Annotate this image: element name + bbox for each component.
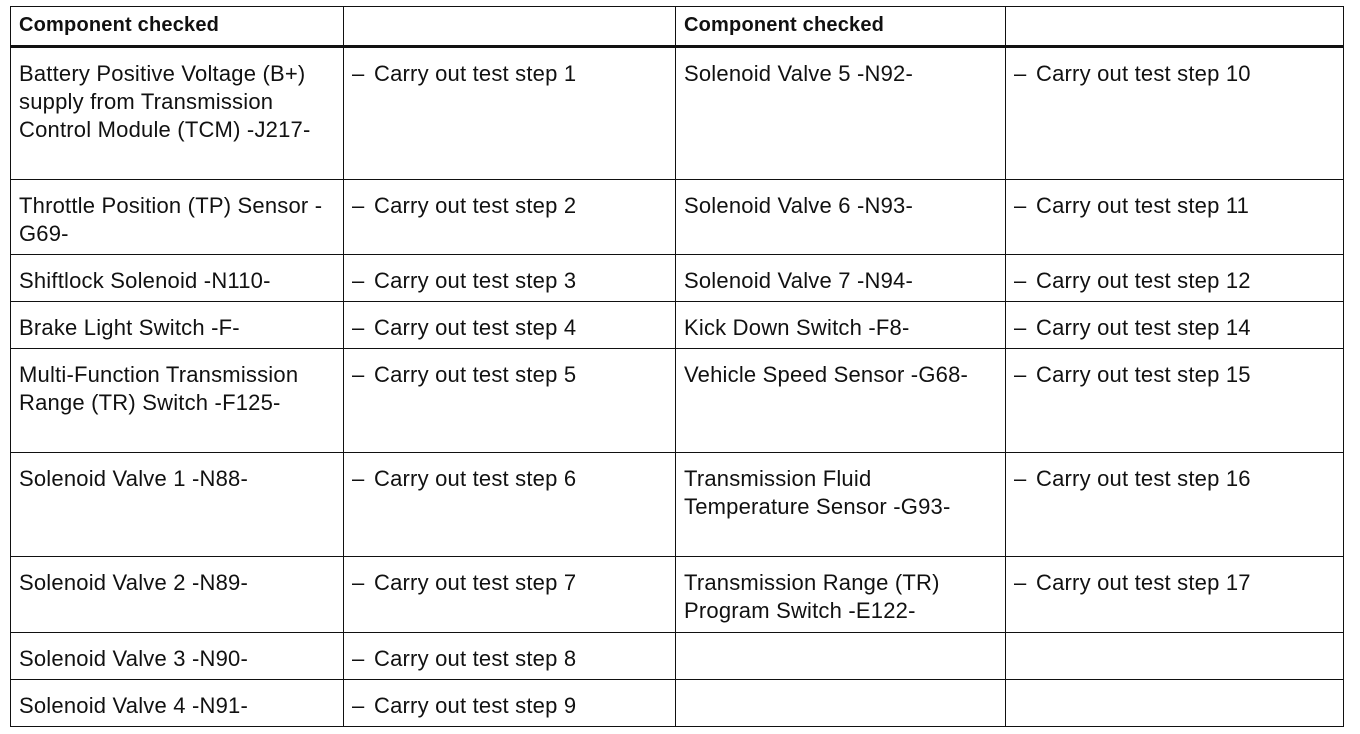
left-component-cell: Solenoid Valve 4 -N91- — [11, 680, 344, 727]
header-component-right: Component checked — [676, 7, 1006, 47]
step-label: Carry out test step 10 — [1036, 61, 1251, 86]
left-step-cell — [344, 349, 676, 453]
dash-mark: – — [352, 466, 365, 491]
left-step-cell — [344, 680, 676, 727]
dash-mark: – — [352, 193, 365, 218]
right-component-cell: Solenoid Valve 6 -N93- — [676, 180, 1006, 255]
dash-mark: – — [352, 61, 365, 86]
left-component-cell: Brake Light Switch -F- — [11, 302, 344, 349]
right-component-cell: Kick Down Switch -F8- — [676, 302, 1006, 349]
dash-mark: – — [352, 570, 365, 595]
step-label: Carry out test step 3 — [374, 268, 577, 293]
dash-mark: – — [352, 646, 365, 671]
left-component-cell: Battery Positive Voltage (B+) supply from Transmission Control Module (TCM) -J217- — [11, 47, 344, 180]
step-label: Carry out test step 5 — [374, 362, 577, 387]
left-step-cell — [344, 255, 676, 302]
right-step-cell — [1006, 680, 1344, 727]
table-row — [11, 180, 1344, 255]
step-label: Carry out test step 16 — [1036, 466, 1251, 491]
step-label: Carry out test step 6 — [374, 466, 577, 491]
step-label: Carry out test step 15 — [1036, 362, 1251, 387]
table-row — [11, 680, 1344, 727]
step-label: Carry out test step 1 — [374, 61, 577, 86]
table-row — [11, 47, 1344, 180]
dash-mark: – — [352, 268, 365, 293]
dash-mark: – — [352, 693, 365, 718]
left-step-cell — [344, 453, 676, 557]
dash-mark: – — [1014, 193, 1027, 218]
left-step-cell — [344, 47, 676, 180]
left-component-cell: Solenoid Valve 1 -N88- — [11, 453, 344, 557]
left-step-cell — [344, 557, 676, 633]
component-test-table — [10, 6, 1344, 727]
dash-mark: – — [1014, 362, 1027, 387]
right-step-cell — [1006, 453, 1344, 557]
dash-mark: – — [1014, 570, 1027, 595]
step-label: Carry out test step 8 — [374, 646, 577, 671]
right-component-cell — [676, 633, 1006, 680]
right-component-cell: Solenoid Valve 5 -N92- — [676, 47, 1006, 180]
left-component-cell: Solenoid Valve 2 -N89- — [11, 557, 344, 633]
dash-mark: – — [1014, 466, 1027, 491]
dash-mark: – — [1014, 61, 1027, 86]
left-component-cell: Throttle Position (TP) Sensor -G69- — [11, 180, 344, 255]
table-row — [11, 453, 1344, 557]
table-row — [11, 633, 1344, 680]
step-label: Carry out test step 17 — [1036, 570, 1251, 595]
step-label: Carry out test step 9 — [374, 693, 577, 718]
right-component-cell: Vehicle Speed Sensor -G68- — [676, 349, 1006, 453]
right-component-cell — [676, 680, 1006, 727]
right-step-cell — [1006, 255, 1344, 302]
left-step-cell — [344, 633, 676, 680]
dash-mark: – — [1014, 268, 1027, 293]
step-label: Carry out test step 11 — [1036, 193, 1250, 218]
step-label: Carry out test step 12 — [1036, 268, 1251, 293]
header-action-left — [344, 7, 676, 47]
table-row — [11, 557, 1344, 633]
left-step-cell — [344, 302, 676, 349]
step-label: Carry out test step 4 — [374, 315, 577, 340]
right-step-cell — [1006, 47, 1344, 180]
right-step-cell — [1006, 180, 1344, 255]
header-component-left: Component checked — [11, 7, 344, 47]
table-row — [11, 349, 1344, 453]
right-component-cell: Transmission Range (TR) Program Switch -E122- — [676, 557, 1006, 633]
table-row — [11, 255, 1344, 302]
dash-mark: – — [352, 315, 365, 340]
left-component-cell: Shiftlock Solenoid -N110- — [11, 255, 344, 302]
dash-mark: – — [1014, 315, 1027, 340]
left-component-cell: Solenoid Valve 3 -N90- — [11, 633, 344, 680]
header-action-right — [1006, 7, 1344, 47]
right-component-cell: Transmission Fluid Temperature Sensor -G93- — [676, 453, 1006, 557]
right-step-cell — [1006, 633, 1344, 680]
step-label: Carry out test step 14 — [1036, 315, 1251, 340]
table-header-row — [11, 7, 1344, 47]
left-step-cell — [344, 180, 676, 255]
dash-mark: – — [352, 362, 365, 387]
right-component-cell: Solenoid Valve 7 -N94- — [676, 255, 1006, 302]
step-label: Carry out test step 7 — [374, 570, 577, 595]
right-step-cell — [1006, 349, 1344, 453]
table-row — [11, 302, 1344, 349]
step-label: Carry out test step 2 — [374, 193, 577, 218]
right-step-cell — [1006, 302, 1344, 349]
left-component-cell: Multi-Function Transmission Range (TR) Switch -F125- — [11, 349, 344, 453]
right-step-cell — [1006, 557, 1344, 633]
